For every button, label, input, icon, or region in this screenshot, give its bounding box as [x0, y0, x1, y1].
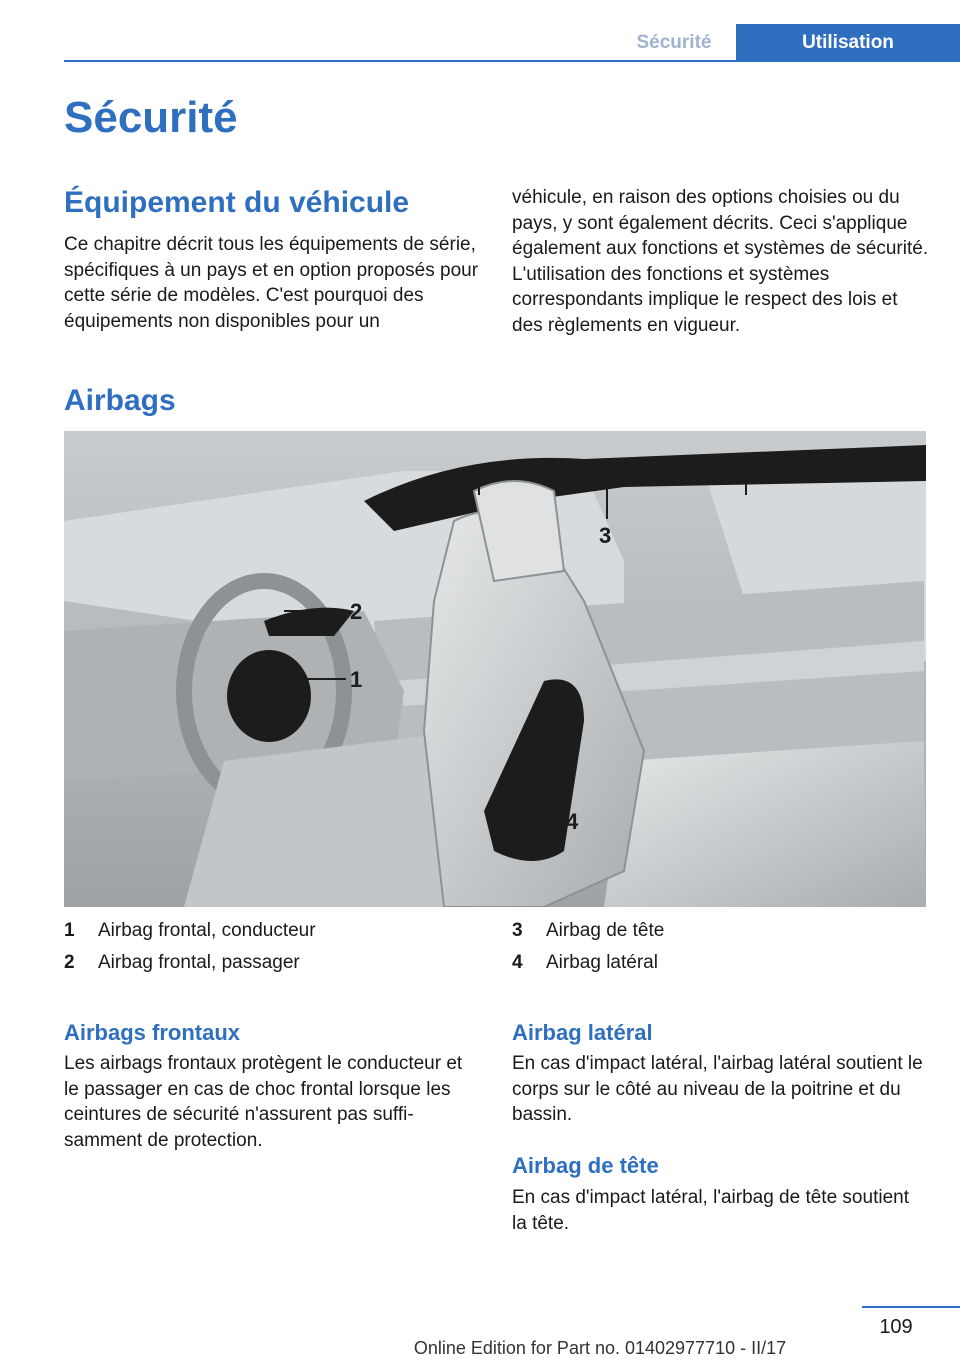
equipment-heading: Équipement du véhicule [64, 186, 410, 219]
header-tab-section: Sécurité [636, 32, 712, 53]
equipment-text-col2: véhicule, en raison des options choisies ou du pays, y sont également décrits. Ceci s'applique également aux fonctions et systèmes de sécurité. L'utilisation des fonctions et systèmes correspondants implique le respect des lois et des règlements en vigueur. [512, 187, 929, 336]
legend-text-1: Airbag frontal, conducteur [98, 920, 316, 941]
figure-label-4: 4 [566, 809, 579, 834]
driver-airbag [227, 650, 311, 742]
legend-text-2: Airbag frontal, passager [98, 952, 300, 973]
footer-rule [862, 1306, 960, 1308]
lateral-airbag-text: En cas d'impact latéral, l'airbag latéral soutient le corps sur le côté au niveau de la poitrine et du bassin. [512, 1053, 923, 1125]
header-tab-chapter: Utilisation [736, 24, 960, 62]
legend-text-4: Airbag latéral [546, 952, 658, 973]
figure-label-1: 1 [350, 667, 363, 692]
page-number: 109 [879, 1316, 913, 1338]
page-title: Sécurité [64, 93, 238, 142]
frontal-airbags-text: Les airbags frontaux protègent le conducteur et le passager en cas de choc frontal lorsque les ceintures de sécurité n'assurent pas suffisamment de protection. [64, 1053, 463, 1151]
head-airbag-heading: Airbag de tête [512, 1153, 659, 1178]
legend-num-4: 4 [512, 952, 523, 973]
rear-seat [604, 741, 926, 907]
frontal-airbags-heading: Airbags frontaux [64, 1020, 241, 1045]
legend-col1 [64, 915, 484, 979]
figure-label-3: 3 [599, 523, 612, 548]
equipment-text-col1: Ce chapitre décrit tous les équipements de série, spécifiques à un pays et en option proposés pour cette série de modèles. C'est pourquoi des équipements non disponibles pour un [64, 234, 479, 332]
legend-num-1: 1 [64, 920, 75, 941]
legend-text-3: Airbag de tête [546, 920, 665, 941]
legend-num-3: 3 [512, 920, 523, 941]
lateral-airbag-heading: Airbag latéral [512, 1020, 653, 1045]
airbags-heading: Airbags [64, 384, 176, 417]
figure-label-2: 2 [350, 599, 363, 624]
edition-note: Online Edition for Part no. 01402977710 - II/17 [413, 1338, 787, 1358]
airbag-figure [64, 431, 926, 907]
legend-col2 [512, 915, 932, 979]
legend-num-2: 2 [64, 952, 75, 973]
header-rule [64, 60, 960, 62]
head-airbag-text: En cas d'impact latéral, l'airbag de tête soutient la tête. [512, 1187, 909, 1234]
